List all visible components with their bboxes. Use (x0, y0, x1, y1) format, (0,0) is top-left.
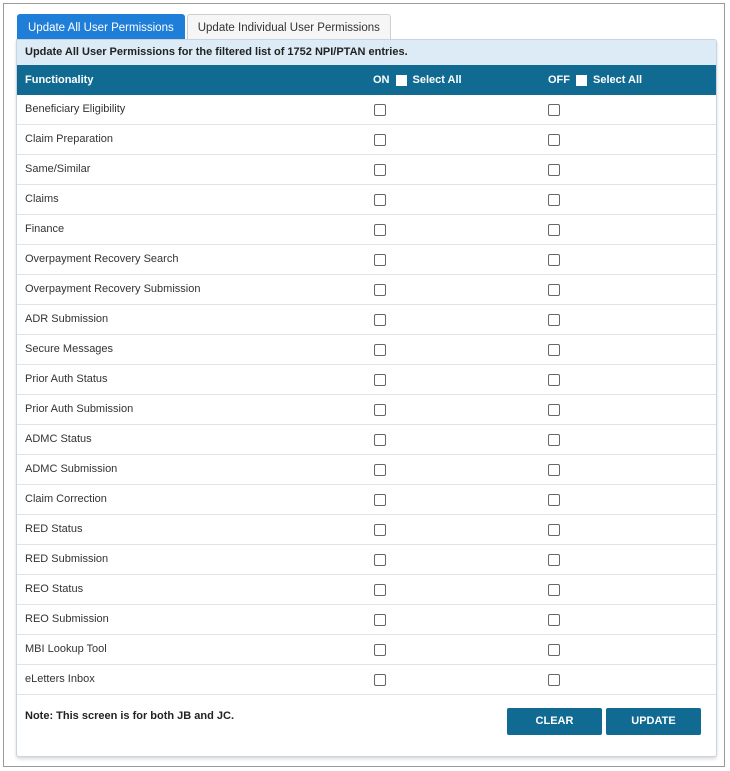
off-checkbox[interactable] (548, 314, 560, 326)
row-label: REO Status (25, 583, 84, 595)
on-checkbox[interactable] (374, 374, 386, 386)
off-checkbox[interactable] (548, 614, 560, 626)
on-checkbox[interactable] (374, 644, 386, 656)
table-row (17, 665, 716, 695)
row-label: Same/Similar (25, 163, 91, 175)
update-button[interactable]: UPDATE (606, 708, 701, 735)
on-checkbox[interactable] (374, 524, 386, 536)
row-label: RED Status (25, 523, 83, 535)
off-checkbox[interactable] (548, 254, 560, 266)
off-checkbox[interactable] (548, 344, 560, 356)
off-checkbox[interactable] (548, 644, 560, 656)
row-label: eLetters Inbox (25, 673, 95, 685)
table-row (17, 605, 716, 635)
row-label: Beneficiary Eligibility (25, 103, 126, 115)
on-checkbox[interactable] (374, 494, 386, 506)
table-row (17, 155, 716, 185)
on-checkbox[interactable] (374, 194, 386, 206)
on-checkbox[interactable] (374, 344, 386, 356)
clear-button[interactable]: CLEAR (507, 708, 602, 735)
on-checkbox[interactable] (374, 464, 386, 476)
table-row (17, 215, 716, 245)
off-checkbox[interactable] (548, 494, 560, 506)
row-label: Prior Auth Submission (25, 403, 134, 415)
header-on (373, 65, 462, 95)
on-checkbox[interactable] (374, 104, 386, 116)
table-row (17, 335, 716, 365)
table-row (17, 395, 716, 425)
off-checkbox[interactable] (548, 194, 560, 206)
off-checkbox[interactable] (548, 404, 560, 416)
table-row (17, 365, 716, 395)
header-off (548, 65, 642, 95)
off-checkbox[interactable] (548, 224, 560, 236)
header-off-label: OFF (548, 74, 570, 86)
on-checkbox[interactable] (374, 224, 386, 236)
table-row (17, 425, 716, 455)
on-checkbox[interactable] (374, 314, 386, 326)
table-row (17, 275, 716, 305)
row-label: ADR Submission (25, 313, 109, 325)
table-row (17, 245, 716, 275)
row-label: Claims (25, 193, 59, 205)
tab-update-individual[interactable]: Update Individual User Permissions (187, 14, 391, 40)
table-row (17, 305, 716, 335)
off-checkbox[interactable] (548, 284, 560, 296)
tab-update-all[interactable]: Update All User Permissions (17, 14, 185, 40)
off-checkbox[interactable] (548, 584, 560, 596)
on-checkbox[interactable] (374, 674, 386, 686)
row-label: Overpayment Recovery Search (25, 253, 179, 265)
table-row (17, 635, 716, 665)
select-all-on-checkbox[interactable] (396, 75, 407, 86)
on-checkbox[interactable] (374, 134, 386, 146)
row-label: Secure Messages (25, 343, 114, 355)
on-checkbox[interactable] (374, 284, 386, 296)
table-row (17, 545, 716, 575)
row-label: Overpayment Recovery Submission (25, 283, 201, 295)
row-label: Finance (25, 223, 65, 235)
footer-note: Note: This screen is for both JB and JC. (25, 710, 235, 722)
row-label: REO Submission (25, 613, 109, 625)
select-all-on-label: Select All (412, 74, 462, 86)
row-label: MBI Lookup Tool (25, 643, 107, 655)
select-all-off-label: Select All (593, 74, 643, 86)
on-checkbox[interactable] (374, 254, 386, 266)
info-banner: Update All User Permissions for the filtered list of 1752 NPI/PTAN entries. (17, 40, 716, 65)
permissions-table-body (17, 95, 716, 695)
table-row (17, 515, 716, 545)
tab-bar (17, 14, 393, 40)
row-label: ADMC Status (25, 433, 92, 445)
off-checkbox[interactable] (548, 374, 560, 386)
off-checkbox[interactable] (548, 674, 560, 686)
off-checkbox[interactable] (548, 464, 560, 476)
on-checkbox[interactable] (374, 554, 386, 566)
on-checkbox[interactable] (374, 404, 386, 416)
header-on-label: ON (373, 74, 390, 86)
off-checkbox[interactable] (548, 554, 560, 566)
row-label: Claim Preparation (25, 133, 114, 145)
row-label: RED Submission (25, 553, 109, 565)
header-functionality: Functionality (25, 74, 94, 86)
select-all-off-checkbox[interactable] (576, 75, 587, 86)
off-checkbox[interactable] (548, 164, 560, 176)
table-row (17, 575, 716, 605)
on-checkbox[interactable] (374, 584, 386, 596)
off-checkbox[interactable] (548, 434, 560, 446)
off-checkbox[interactable] (548, 524, 560, 536)
table-row (17, 185, 716, 215)
table-header (17, 65, 716, 95)
row-label: Prior Auth Status (25, 373, 108, 385)
table-row (17, 485, 716, 515)
table-row (17, 95, 716, 125)
off-checkbox[interactable] (548, 134, 560, 146)
permissions-panel (16, 39, 717, 757)
off-checkbox[interactable] (548, 104, 560, 116)
panel-footer (17, 695, 716, 755)
table-row (17, 125, 716, 155)
on-checkbox[interactable] (374, 164, 386, 176)
on-checkbox[interactable] (374, 614, 386, 626)
row-label: Claim Correction (25, 493, 107, 505)
row-label: ADMC Submission (25, 463, 118, 475)
table-row (17, 455, 716, 485)
on-checkbox[interactable] (374, 434, 386, 446)
